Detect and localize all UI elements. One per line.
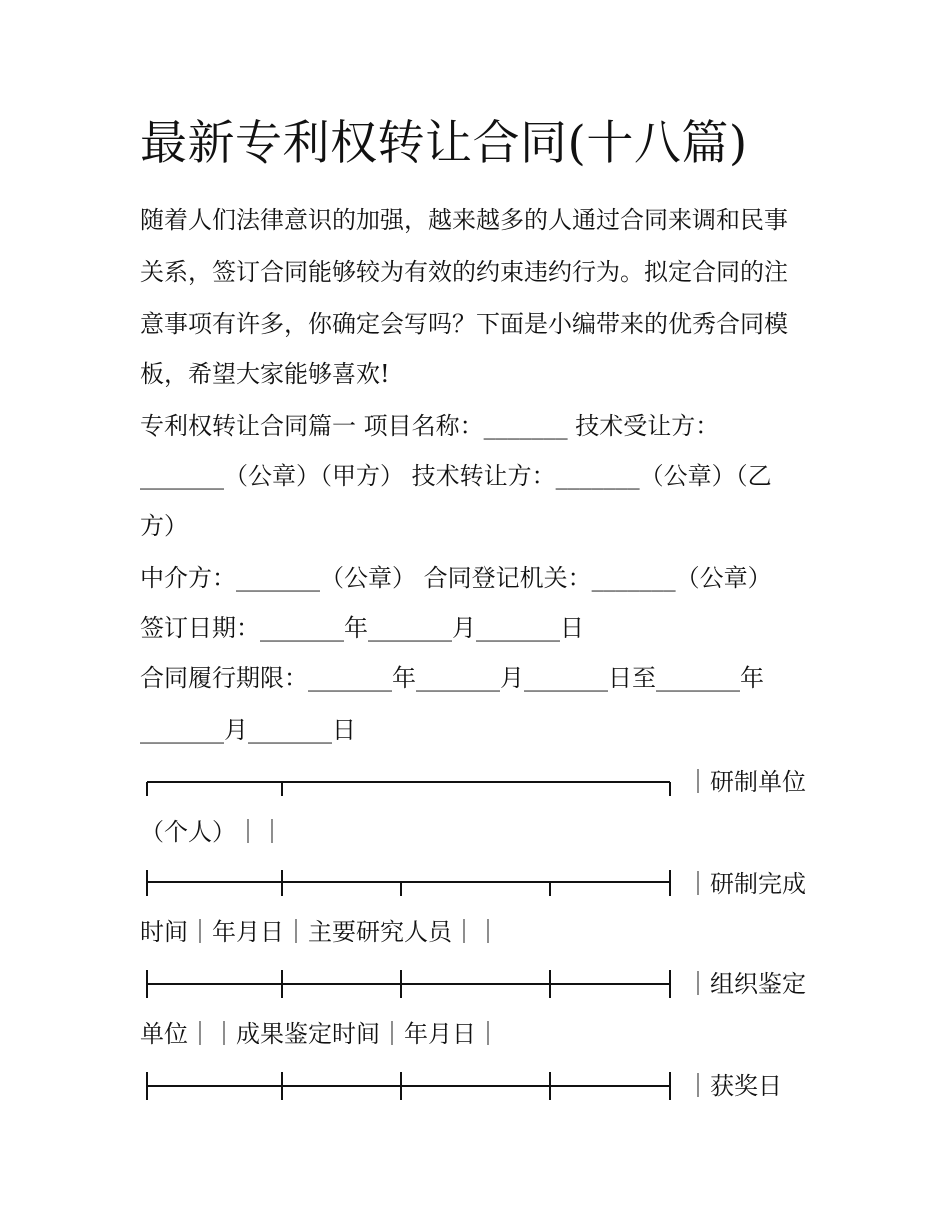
body-line: 合同履行期限：_______年_______月_______日至_______年	[140, 664, 764, 692]
table-rule-row	[140, 764, 820, 800]
body-line: _______（公章）（甲方） 技术转让方：_______（公章）（乙	[140, 462, 772, 490]
table-rule-label: ｜研制完成	[686, 870, 806, 898]
table-text-line: 单位｜｜成果鉴定时间｜年月日｜	[140, 1020, 500, 1048]
table-rule-line	[140, 1068, 680, 1104]
body-line: 方）	[140, 512, 188, 540]
table-rule-row	[140, 866, 820, 902]
intro-line: 随着人们法律意识的加强，越来越多的人通过合同来调和民事	[140, 206, 788, 234]
table-rule-row	[140, 1068, 820, 1104]
intro-line: 意事项有许多，你确定会写吗？下面是小编带来的优秀合同模	[140, 310, 788, 338]
table-rule-line	[140, 966, 680, 1002]
table-rule-label: ｜获奖日	[686, 1072, 782, 1100]
body-line: 签订日期：_______年_______月_______日	[140, 614, 584, 642]
body-line: 中介方：_______（公章） 合同登记机关：_______（公章）	[140, 564, 772, 592]
body-line: 专利权转让合同篇一 项目名称：_______ 技术受让方：	[140, 412, 720, 440]
table-text-line: 时间｜年月日｜主要研究人员｜｜	[140, 918, 500, 946]
body-line: _______月_______日	[140, 716, 356, 744]
intro-line: 板，希望大家能够喜欢!	[140, 360, 390, 388]
table-rule-row	[140, 966, 820, 1002]
table-rule-label: ｜研制单位	[686, 768, 806, 796]
table-rule-line	[140, 764, 680, 800]
table-text-line: （个人）｜｜	[140, 818, 284, 846]
document-title: 最新专利权转让合同(十八篇)	[140, 116, 748, 171]
intro-line: 关系，签订合同能够较为有效的约束违约行为。拟定合同的注	[140, 258, 788, 286]
table-rule-line	[140, 866, 680, 902]
table-rule-label: ｜组织鉴定	[686, 970, 806, 998]
